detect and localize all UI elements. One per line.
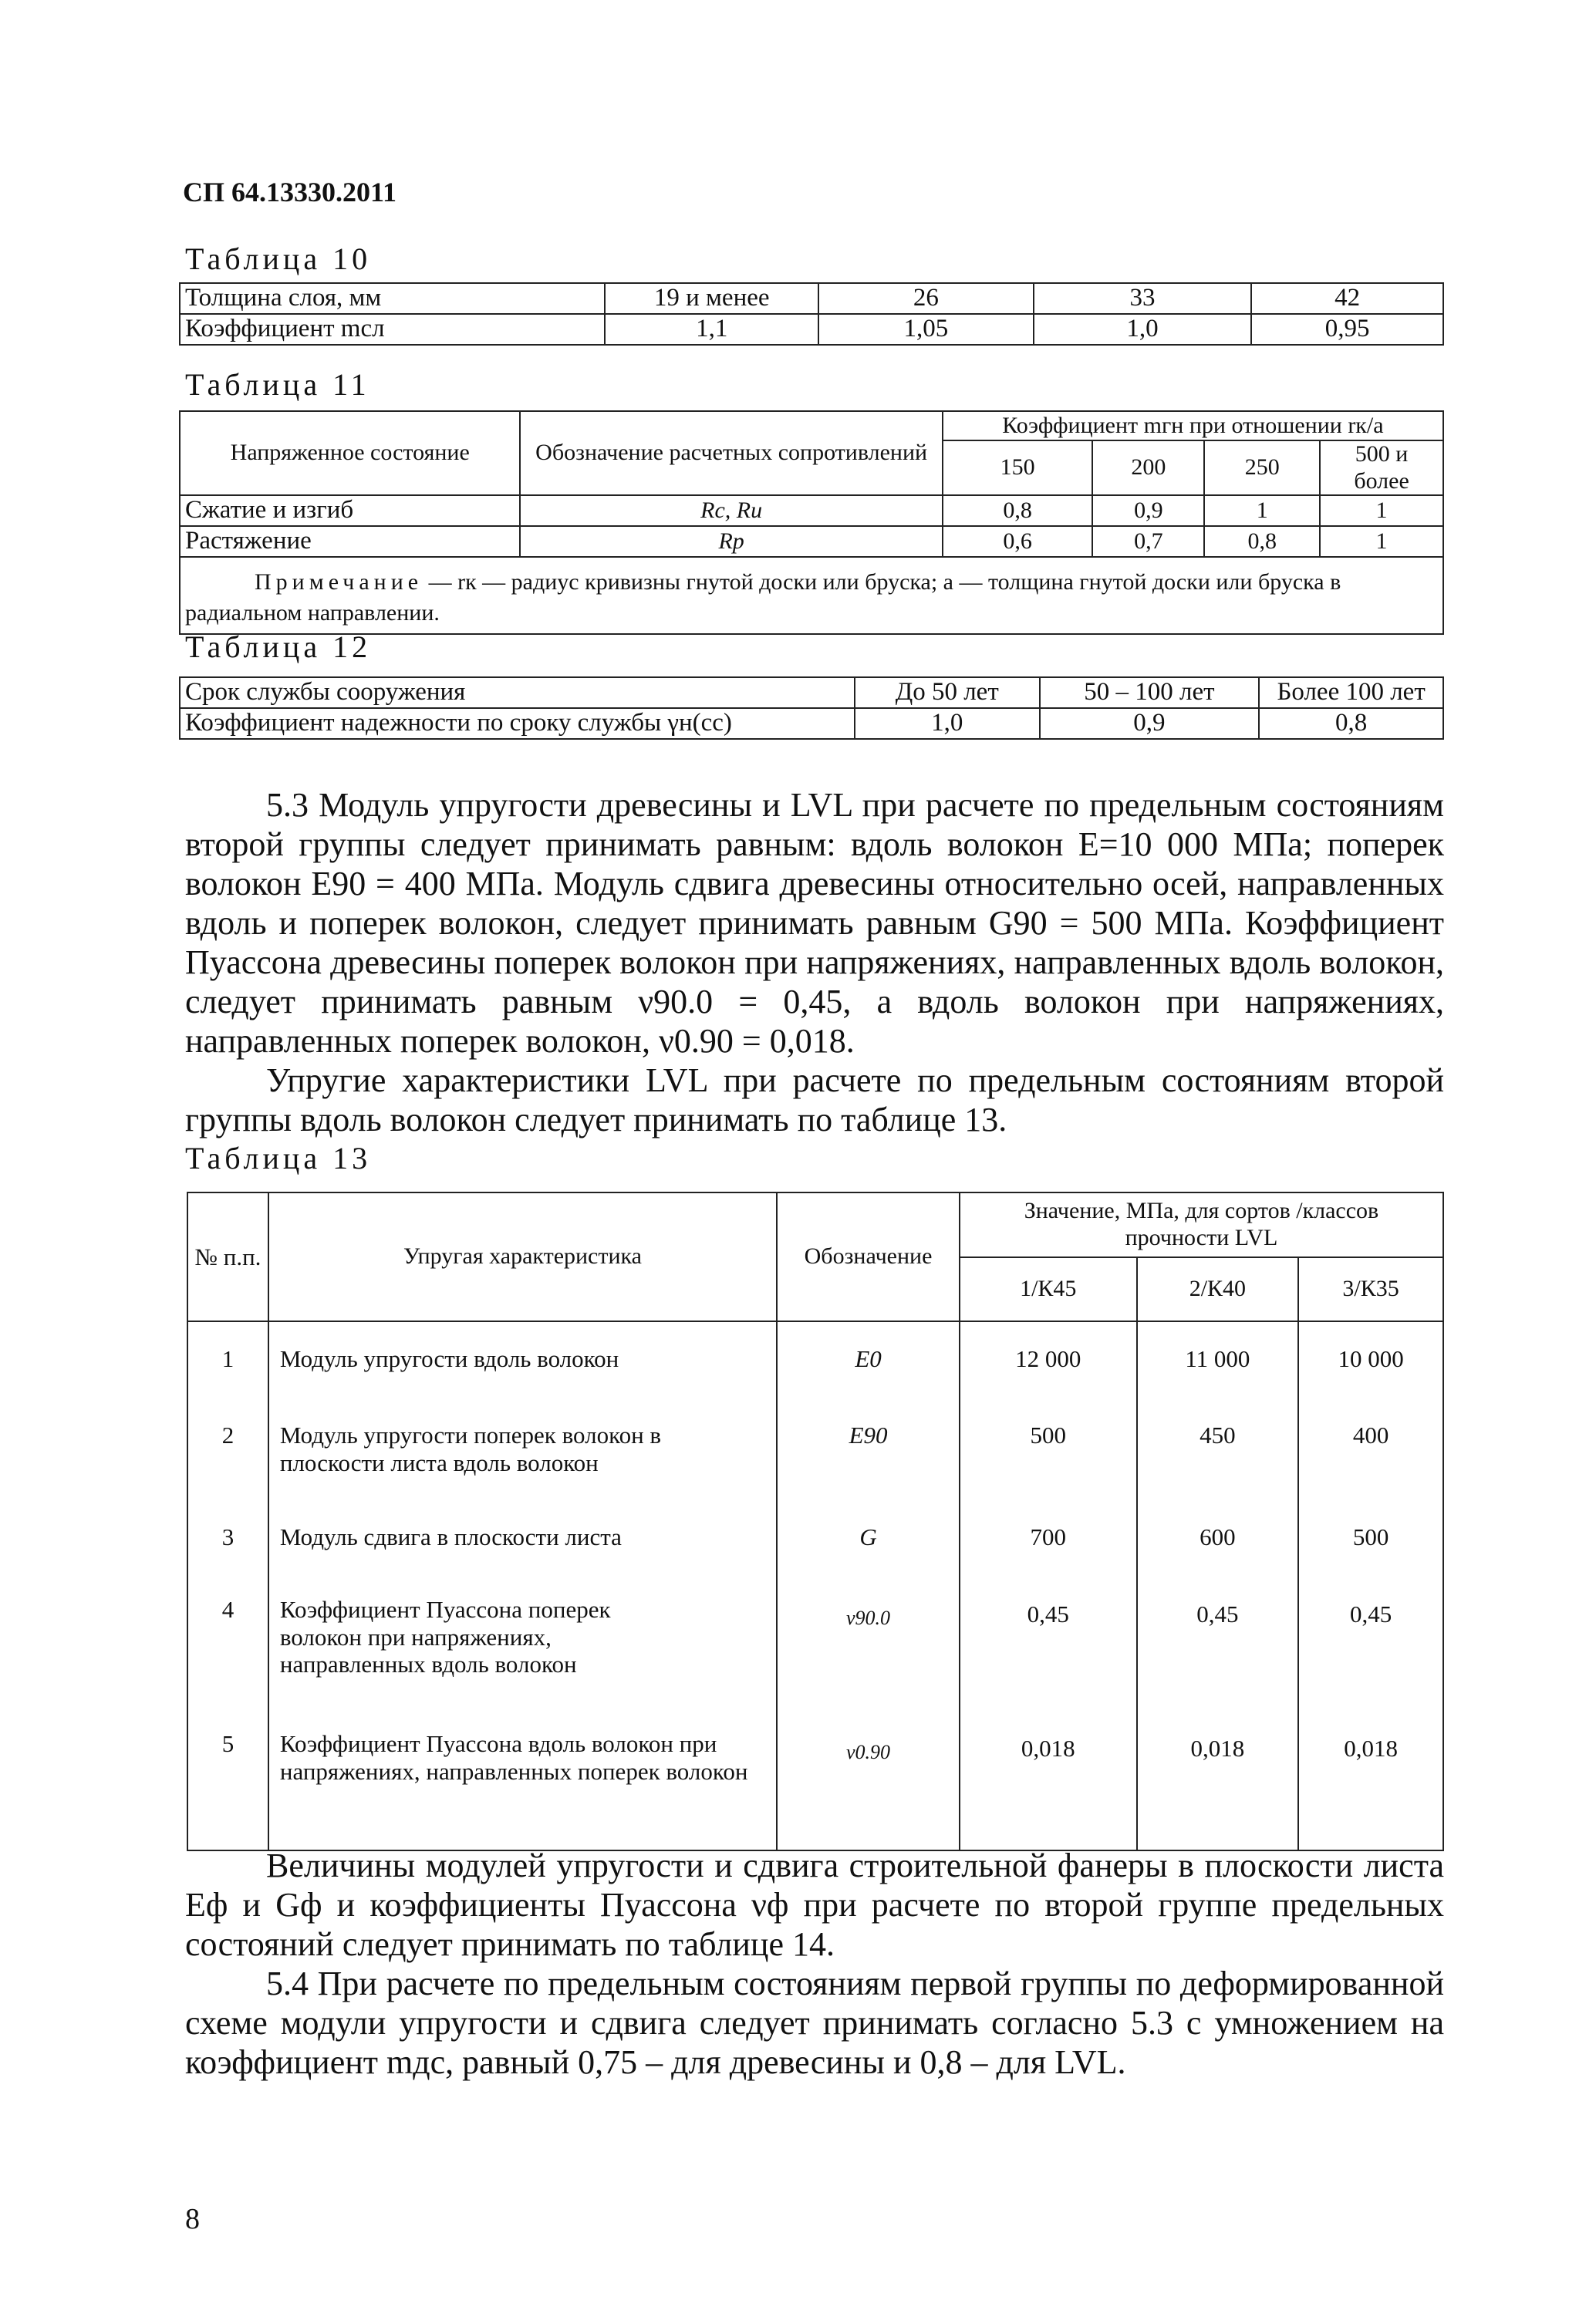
paragraph-plywood bbox=[185, 1846, 1444, 2082]
table10 bbox=[179, 282, 1444, 346]
table-cell: 0,7 bbox=[1092, 526, 1204, 557]
table-row bbox=[187, 1192, 1443, 1257]
table-row bbox=[180, 411, 1443, 440]
table-cell: 1,05 bbox=[818, 314, 1034, 345]
table-header-designation: Обозначение расчетных сопротивлений bbox=[520, 411, 942, 495]
row-characteristic: Модуль упругости вдоль волокон bbox=[268, 1321, 777, 1411]
table-cell: 0,8 bbox=[943, 495, 1093, 526]
table10-caption: Таблица 10 bbox=[185, 241, 372, 276]
row-number: 2 bbox=[187, 1411, 268, 1513]
table-row bbox=[187, 1321, 1443, 1411]
table-header-state: Напряженное состояние bbox=[180, 411, 520, 495]
table-header-ratio: 150 bbox=[943, 440, 1093, 495]
text-line: группы вдоль волокон следует принимать по таблице 13. bbox=[185, 1101, 1007, 1138]
table12 bbox=[179, 676, 1444, 740]
table-cell: 42 bbox=[1251, 283, 1443, 314]
document-code: СП 64.13330.2011 bbox=[183, 177, 397, 207]
table-row bbox=[187, 1719, 1443, 1850]
table-cell: Срок службы сооружения bbox=[180, 677, 855, 708]
table12-caption: Таблица 12 bbox=[185, 629, 372, 664]
table11-note bbox=[180, 557, 1443, 634]
table-cell: Растяжение bbox=[180, 526, 520, 557]
table-row bbox=[187, 1411, 1443, 1513]
table-row bbox=[180, 283, 1443, 314]
table-cell: Более 100 лет bbox=[1259, 677, 1443, 708]
table-cell: 50 – 100 лет bbox=[1040, 677, 1260, 708]
row-characteristic: Коэффициент Пуассона вдоль волокон при напряжениях, направленных поперек волокон bbox=[268, 1719, 777, 1850]
row-value: 400 bbox=[1298, 1411, 1443, 1513]
table-cell: До 50 лет bbox=[855, 677, 1040, 708]
text-line: состояний следует принимать по таблице 14. bbox=[185, 1925, 835, 1963]
table-cell: 0,9 bbox=[1092, 495, 1204, 526]
text-line: Упругие характеристики LVL при расчете по предельным состояниям второй bbox=[266, 1061, 1444, 1099]
row-designation: ν90.0 bbox=[777, 1585, 960, 1719]
table-cell: 0,8 bbox=[1259, 708, 1443, 739]
row-number: 4 bbox=[187, 1585, 268, 1719]
table-cell: Сжатие и изгиб bbox=[180, 495, 520, 526]
table-row bbox=[180, 314, 1443, 345]
table-row bbox=[180, 526, 1443, 557]
table-cell: Коэффициент mсл bbox=[180, 314, 605, 345]
table-header-characteristic: Упругая характеристика bbox=[268, 1192, 777, 1321]
table-header-ratio: 200 bbox=[1092, 440, 1204, 495]
row-number: 3 bbox=[187, 1513, 268, 1585]
row-value: 12 000 bbox=[960, 1321, 1137, 1411]
text-line: 5.3 Модуль упругости древесины и LVL при расчете по предельным состояниям bbox=[266, 786, 1444, 824]
row-value: 0,45 bbox=[1298, 1585, 1443, 1719]
table-cell: 0,95 bbox=[1251, 314, 1443, 345]
table-cell: 0,6 bbox=[943, 526, 1093, 557]
table-header-designation: Обозначение bbox=[777, 1192, 960, 1321]
row-value: 500 bbox=[1298, 1513, 1443, 1585]
row-designation: ν0.90 bbox=[777, 1719, 960, 1850]
text-line: Пуассона древесины поперек волокон при напряжениях, направленных вдоль волокон, bbox=[185, 943, 1444, 981]
table-header-grade: 3/К35 bbox=[1298, 1257, 1443, 1322]
table-row bbox=[180, 495, 1443, 526]
table-cell: 1 bbox=[1204, 495, 1320, 526]
row-value: 0,018 bbox=[1137, 1719, 1299, 1850]
table-cell: Толщина слоя, мм bbox=[180, 283, 605, 314]
row-number: 1 bbox=[187, 1321, 268, 1411]
row-designation: E90 bbox=[777, 1411, 960, 1513]
text-line: коэффициент mдс, равный 0,75 – для древесины и 0,8 – для LVL. bbox=[185, 2043, 1126, 2081]
table-header-grade: 1/К45 bbox=[960, 1257, 1137, 1322]
table-header-ratio: 500 и более bbox=[1320, 440, 1443, 495]
row-value: 11 000 bbox=[1137, 1321, 1299, 1411]
table-header-ratio: 250 bbox=[1204, 440, 1320, 495]
row-value: 500 bbox=[960, 1411, 1137, 1513]
table-row bbox=[187, 1513, 1443, 1585]
row-value: 700 bbox=[960, 1513, 1137, 1585]
table-cell: 1,0 bbox=[855, 708, 1040, 739]
text-line: 5.4 При расчете по предельным состояниям первой группы по деформированной bbox=[266, 1965, 1444, 2002]
row-value: 0,45 bbox=[1137, 1585, 1299, 1719]
row-value: 0,018 bbox=[960, 1719, 1137, 1850]
table11-caption: Таблица 11 bbox=[185, 367, 370, 402]
table-cell: 26 bbox=[818, 283, 1034, 314]
table-header-value: Значение, МПа, для сортов /классов прочности LVL bbox=[960, 1192, 1443, 1257]
table-cell: Rс, Rи bbox=[520, 495, 942, 526]
table13 bbox=[187, 1192, 1444, 1851]
text-line: вдоль и поперек волокон, следует принимать равным G90 = 500 МПа. Коэффициент bbox=[185, 904, 1444, 942]
table13-caption: Таблица 13 bbox=[185, 1141, 372, 1176]
table-cell: 1,1 bbox=[605, 314, 818, 345]
row-characteristic: Коэффициент Пуассона поперек волокон при напряжениях, направленных вдоль волокон bbox=[268, 1585, 777, 1719]
table-row bbox=[180, 677, 1443, 708]
note-label: Примечание bbox=[255, 568, 423, 595]
table-cell: 1 bbox=[1320, 495, 1443, 526]
row-characteristic: Модуль упругости поперек волокон в плоскости листа вдоль волокон bbox=[268, 1411, 777, 1513]
table-cell: 1 bbox=[1320, 526, 1443, 557]
table-cell: 1,0 bbox=[1034, 314, 1252, 345]
table-cell: 0,9 bbox=[1040, 708, 1260, 739]
row-value: 10 000 bbox=[1298, 1321, 1443, 1411]
table-cell: 0,8 bbox=[1204, 526, 1320, 557]
table-header-coefficient: Коэффициент mгн при отношении rк/a bbox=[943, 411, 1443, 440]
row-value: 0,45 bbox=[960, 1585, 1137, 1719]
table-header-num: № п.п. bbox=[187, 1192, 268, 1321]
text-line: схеме модули упругости и сдвига следует принимать согласно 5.3 с умножением на bbox=[185, 2004, 1444, 2042]
row-designation: G bbox=[777, 1513, 960, 1585]
row-number: 5 bbox=[187, 1719, 268, 1850]
row-value: 0,018 bbox=[1298, 1719, 1443, 1850]
note-text: — rк — радиус кривизны гнутой доски или бруска; a — толщина гнутой доски или бруска в радиальном направлении. bbox=[185, 568, 1341, 626]
text-line: следует принимать равным ν90.0 = 0,45, а вдоль волокон при напряжениях, bbox=[185, 983, 1444, 1020]
table-header-grade: 2/К40 bbox=[1137, 1257, 1299, 1322]
table-cell: Rр bbox=[520, 526, 942, 557]
table11 bbox=[179, 410, 1444, 635]
table-row bbox=[180, 708, 1443, 739]
page-number: 8 bbox=[185, 2203, 200, 2235]
row-characteristic: Модуль сдвига в плоскости листа bbox=[268, 1513, 777, 1585]
paragraph-5-3 bbox=[185, 785, 1444, 1139]
text-line: волокон E90 = 400 МПа. Модуль сдвига древесины относительно осей, направленных bbox=[185, 865, 1444, 902]
row-value: 450 bbox=[1137, 1411, 1299, 1513]
text-line: направленных поперек волокон, ν0.90 = 0,018. bbox=[185, 1022, 855, 1060]
text-line: Eф и Gф и коэффициенты Пуассона νф при расчете по второй группе предельных bbox=[185, 1886, 1444, 1924]
table-cell: 33 bbox=[1034, 283, 1252, 314]
table-row bbox=[187, 1585, 1443, 1719]
table-row bbox=[180, 557, 1443, 634]
table-cell: Коэффициент надежности по сроку службы γн(сс) bbox=[180, 708, 855, 739]
row-designation: E0 bbox=[777, 1321, 960, 1411]
row-value: 600 bbox=[1137, 1513, 1299, 1585]
text-line: второй группы следует принимать равным: вдоль волокон E=10 000 МПа; поперек bbox=[185, 825, 1444, 863]
table-cell: 19 и менее bbox=[605, 283, 818, 314]
text-line: Величины модулей упругости и сдвига строительной фанеры в плоскости листа bbox=[266, 1847, 1444, 1884]
